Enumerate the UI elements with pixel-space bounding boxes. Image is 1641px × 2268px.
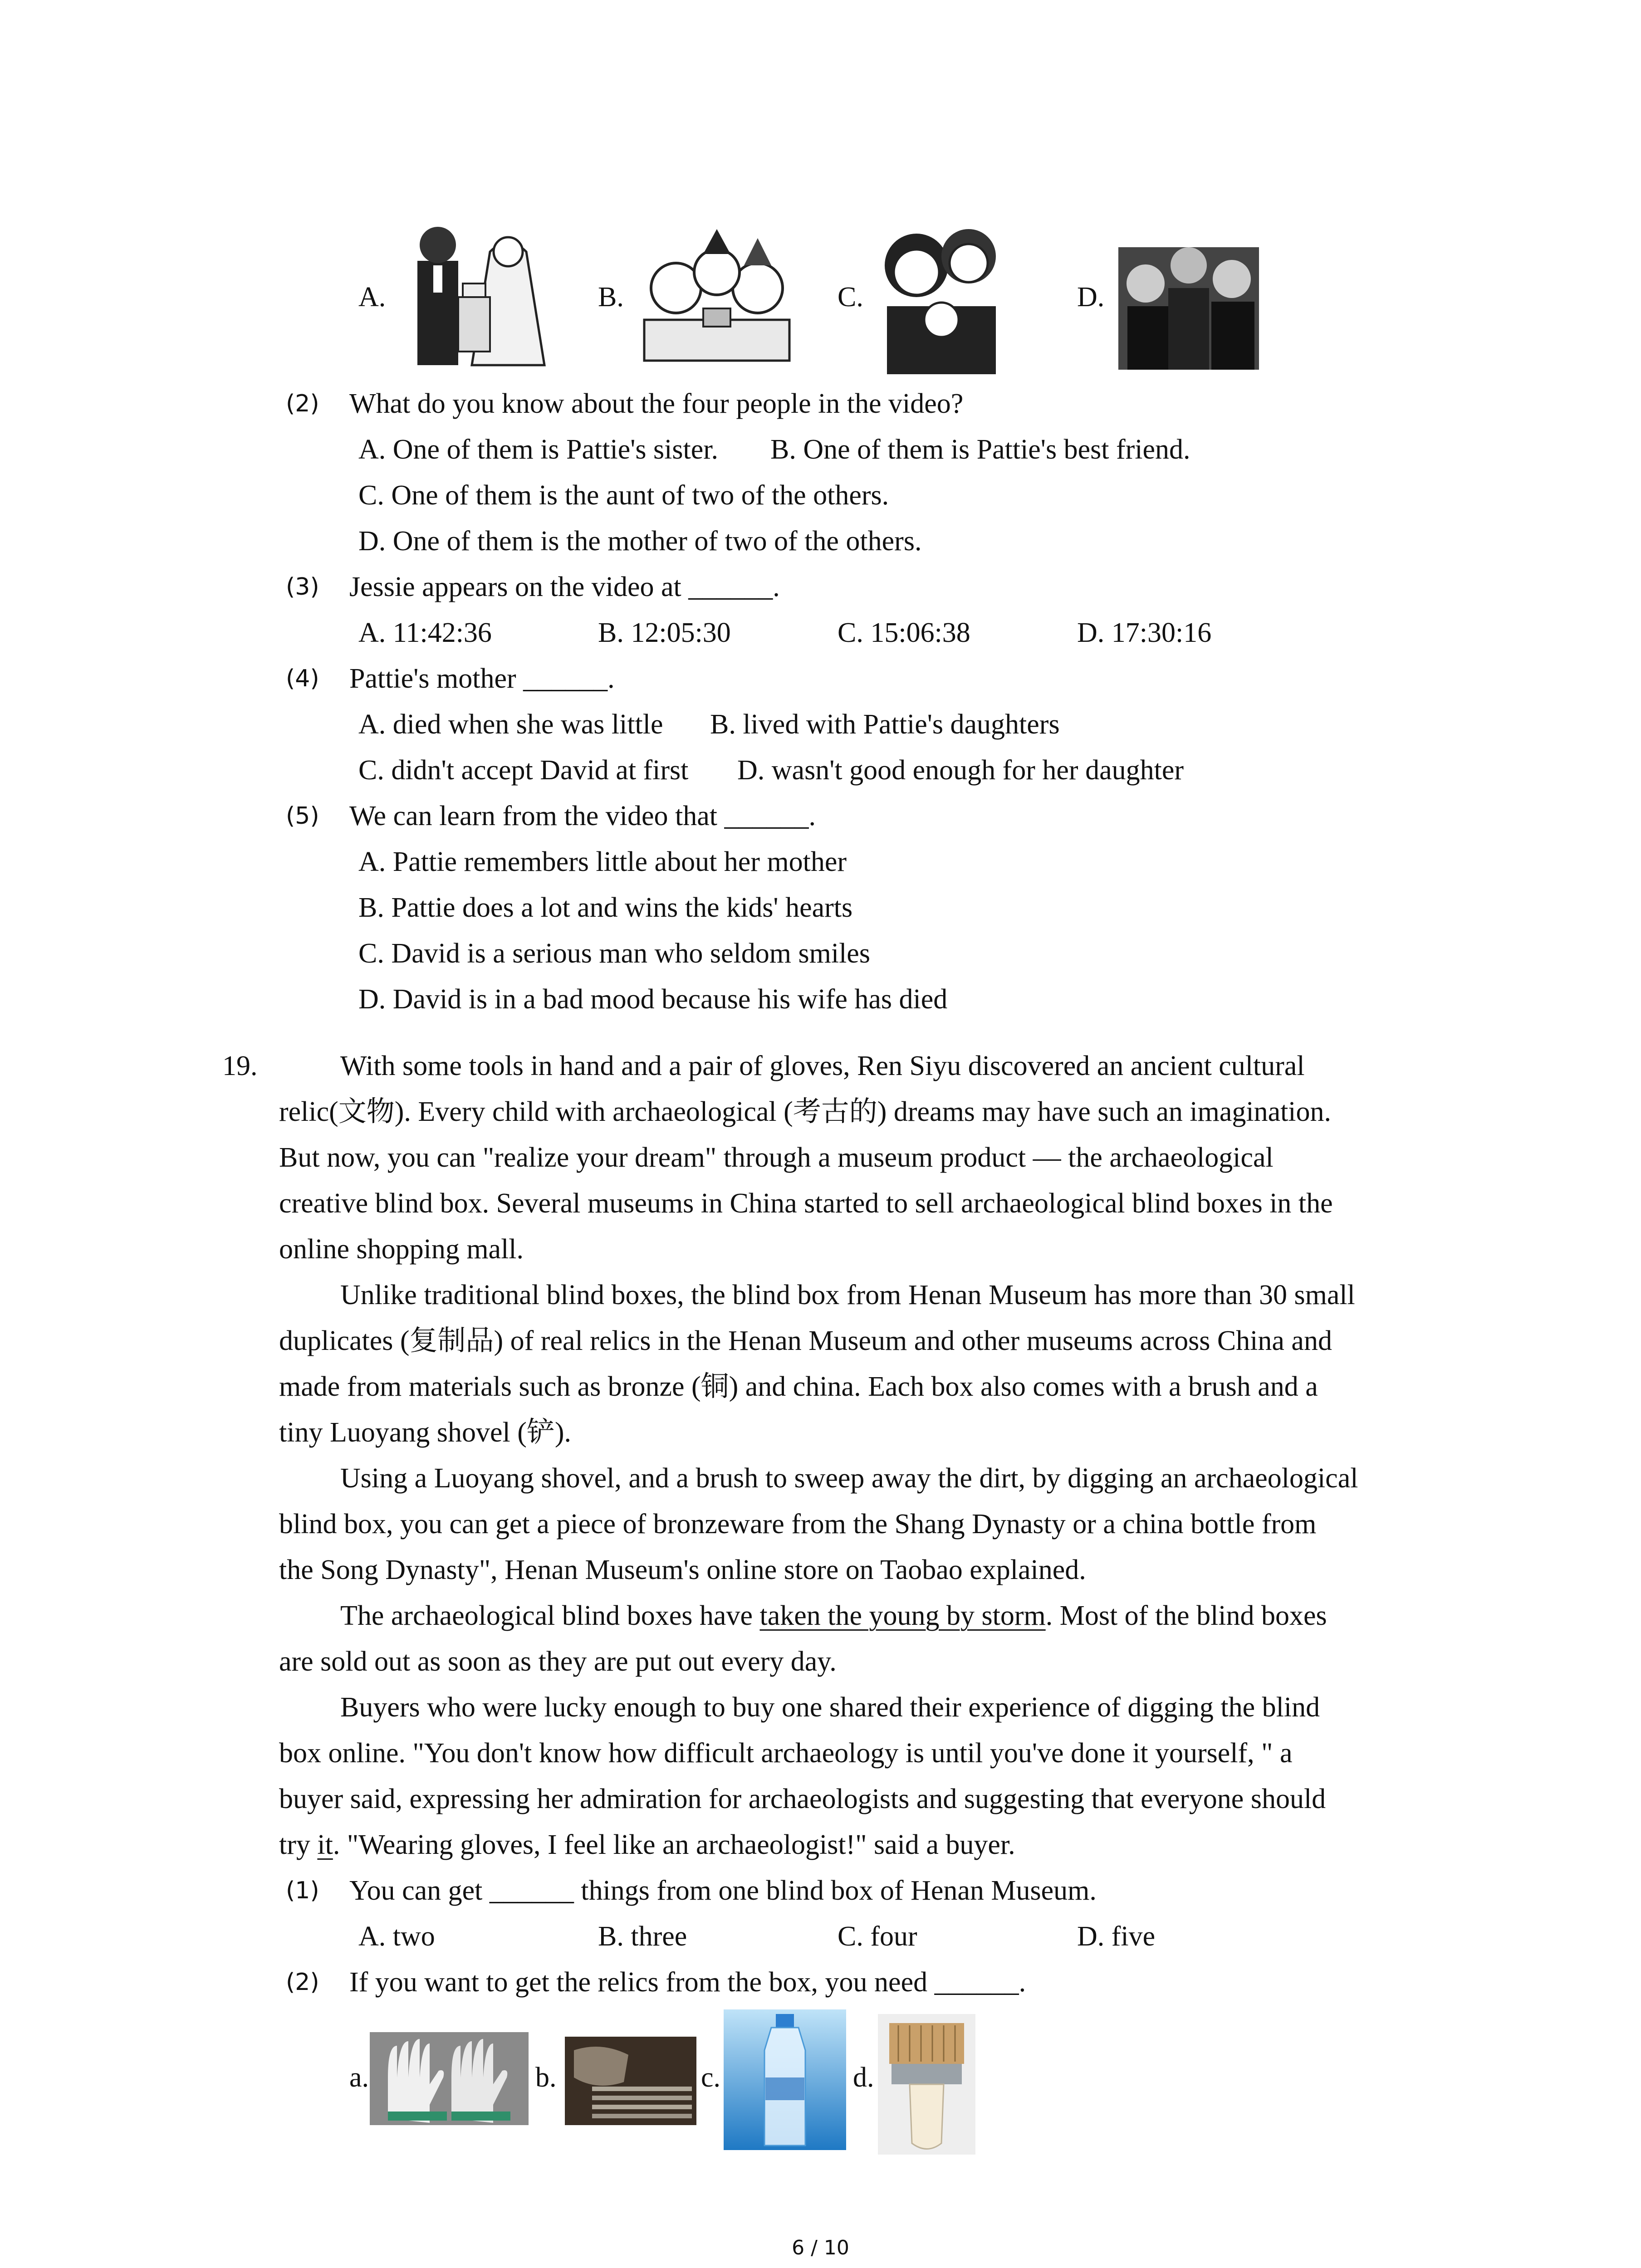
q18-pic-option-a-label: A. [358,282,386,313]
option-b[interactable]: B. three [598,1921,687,1952]
passage-line: Buyers who were lucky enough to buy one shared their experience of digging the blind [340,1692,1320,1723]
question-stem: Jessie appears on the video at ______. [349,572,780,602]
brush-picture [878,2014,975,2155]
passage-line: Using a Luoyang shovel, and a brush to sweep away the dirt, by digging an archaeological [340,1463,1358,1494]
option-b[interactable]: B. Pattie does a lot and wins the kids' hearts [358,892,853,923]
pic-option-b-label: b. [535,2062,557,2093]
pic-option-d-label: d. [853,2062,874,2093]
passage-line: are sold out as soon as they are put out every day. [279,1646,837,1677]
option-c[interactable]: C. One of them is the aunt of two of the others. [358,480,889,511]
shovel-tools-picture [565,2037,696,2125]
passage-line: box online. "You don't know how difficult archaeology is until you've done it yourself, " a [279,1738,1293,1769]
page-number: 6 / 10 [792,2236,849,2259]
birthday-party-picture [635,229,798,365]
passage-line: blind box, you can get a piece of bronzeware from the Shang Dynasty or a china bottle from [279,1509,1317,1540]
question-stem: You can get ______ things from one blind box of Henan Museum. [349,1875,1097,1906]
passage-line: buyer said, expressing her admiration for archaeologists and suggesting that everyone should [279,1784,1326,1814]
option-c[interactable]: C. didn't accept David at first [358,755,689,786]
question-number: 19. [222,1051,258,1081]
question-stem: What do you know about the four people in the video? [349,388,964,419]
option-d[interactable]: D. One of them is the mother of two of the others. [358,526,922,557]
passage-line: Unlike traditional blind boxes, the blind box from Henan Museum has more than 30 small [340,1280,1355,1310]
question-number: (1) [286,1877,319,1904]
question-number: (3) [286,573,319,601]
question-stem: We can learn from the video that ______. [349,801,816,831]
passage-line: relic(文物). Every child with archaeological (考古的) dreams may have such an imagination. [279,1096,1332,1127]
parents-with-baby-picture [873,220,1009,374]
passage-line: the Song Dynasty", Henan Museum's online store on Taobao explained. [279,1554,1086,1585]
option-d[interactable]: D. wasn't good enough for her daughter [737,755,1184,786]
question-number: (2) [286,390,319,417]
underlined-phrase: taken the young by storm [759,1600,1046,1631]
pic-option-c-label: c. [701,2062,721,2093]
option-d[interactable]: D. 17:30:16 [1077,617,1212,648]
option-d[interactable]: D. five [1077,1921,1156,1952]
option-b[interactable]: B. One of them is Pattie's best friend. [770,434,1190,465]
water-bottle-picture [724,2009,846,2150]
underlined-word: it [317,1829,333,1860]
passage-line: tiny Luoyang shovel (铲). [279,1417,572,1448]
passage-line: With some tools in hand and a pair of gloves, Ren Siyu discovered an ancient cultural [340,1051,1305,1081]
question-stem: If you want to get the relics from the box, you need ______. [349,1967,1026,1998]
family-group-picture [1114,229,1264,370]
passage-line: duplicates (复制品) of real relics in the Henan Museum and other museums across China and [279,1325,1332,1356]
option-b[interactable]: B. lived with Pattie's daughters [710,709,1060,740]
option-c[interactable]: C. 15:06:38 [838,617,970,648]
option-c[interactable]: C. David is a serious man who seldom smiles [358,938,870,969]
q18-pic-option-d-label: D. [1077,282,1105,313]
passage-line: online shopping mall. [279,1234,524,1265]
option-a[interactable]: A. died when she was little [358,709,663,740]
gloves-picture [370,2032,529,2125]
question-stem: Pattie's mother ______. [349,663,615,694]
option-b[interactable]: B. 12:05:30 [598,617,731,648]
option-c[interactable]: C. four [838,1921,917,1952]
option-a[interactable]: A. One of them is Pattie's sister. [358,434,718,465]
passage-line: But now, you can "realize your dream" through a museum product — the archaeological [279,1142,1274,1173]
option-d[interactable]: D. David is in a bad mood because his wife has died [358,984,948,1015]
passage-line: creative blind box. Several museums in China started to sell archaeological blind boxes in the [279,1188,1333,1219]
question-number: (5) [286,802,319,830]
passage-line: try it. "Wearing gloves, I feel like an archaeologist!" said a buyer. [279,1829,1015,1860]
passage-line: made from materials such as bronze (铜) and china. Each box also comes with a brush and a [279,1371,1318,1402]
question-number: (2) [286,1969,319,1996]
option-a[interactable]: A. two [358,1921,435,1952]
wedding-couple-picture [399,220,554,374]
option-a[interactable]: A. 11:42:36 [358,617,492,648]
question-number: (4) [286,665,319,692]
q18-pic-option-c-label: C. [838,282,863,313]
option-a[interactable]: A. Pattie remembers little about her mother [358,846,847,877]
pic-option-a-label: a. [349,2062,369,2093]
passage-line: The archaeological blind boxes have taken the young by storm. Most of the blind boxes [340,1600,1327,1631]
q18-pic-option-b-label: B. [598,282,624,313]
